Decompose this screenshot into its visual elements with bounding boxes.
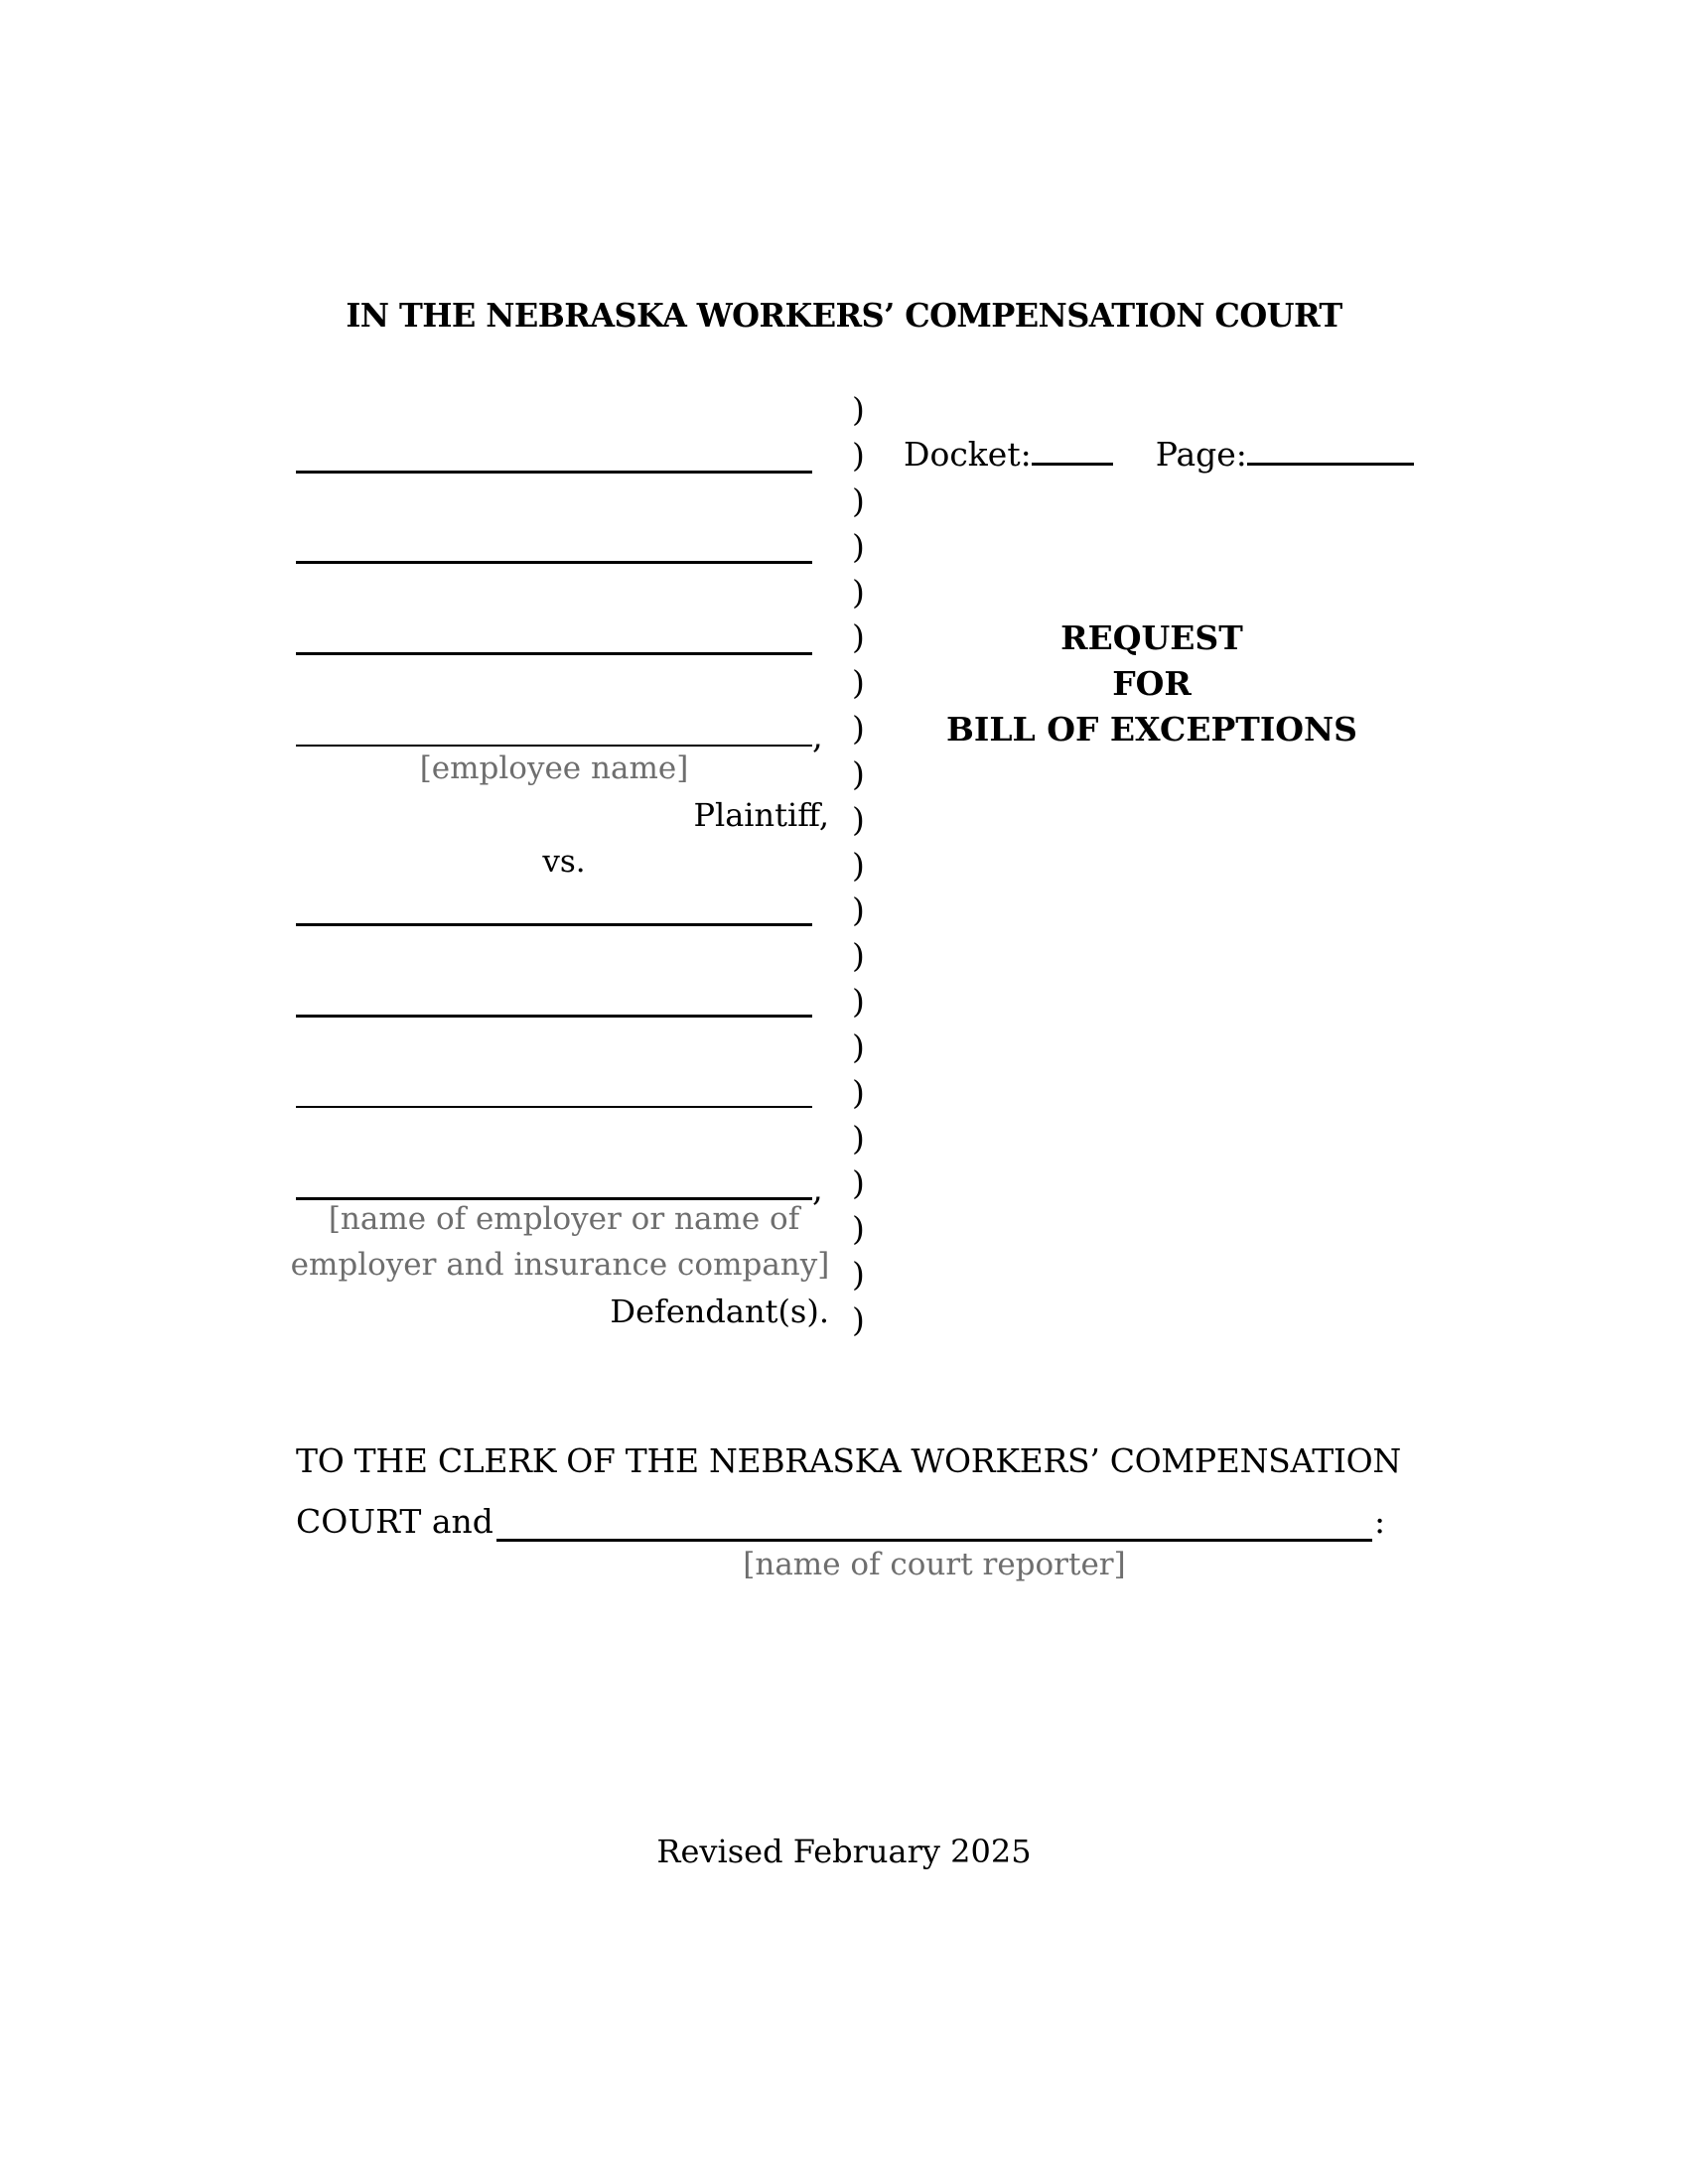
plaintiff-name-line-1[interactable] — [296, 471, 812, 474]
caption-paren: ) — [852, 800, 865, 839]
caption-paren: ) — [852, 890, 865, 929]
page-field[interactable] — [1247, 462, 1414, 466]
versus-label: vs. — [542, 844, 586, 880]
document-title-line-3: BILL OF EXCEPTIONS — [945, 710, 1358, 749]
defendant-trailing-comma: , — [812, 1169, 823, 1209]
court-reporter-placeholder: [name of court reporter] — [743, 1547, 1126, 1582]
caption-paren: ) — [852, 936, 865, 975]
caption-paren: ) — [852, 1209, 865, 1248]
caption-paren: ) — [852, 1027, 865, 1066]
caption-paren: ) — [852, 436, 865, 475]
plaintiff-name-line-4[interactable] — [296, 745, 812, 747]
caption-paren: ) — [852, 527, 865, 566]
defendant-label: Defendant(s). — [610, 1293, 829, 1330]
caption-paren: ) — [852, 1300, 865, 1339]
docket-field[interactable] — [1032, 462, 1113, 466]
caption-paren: ) — [852, 1073, 865, 1112]
plaintiff-label: Plaintiff, — [693, 796, 829, 834]
page-label: Page: — [1155, 435, 1247, 474]
document-title-line-1: REQUEST — [1060, 618, 1243, 657]
caption-paren: ) — [852, 1119, 865, 1158]
caption-paren: ) — [852, 617, 865, 656]
document-title — [923, 615, 1380, 752]
caption-paren: ) — [852, 390, 865, 429]
plaintiff-name-line-3[interactable] — [296, 652, 812, 655]
caption-paren: ) — [852, 663, 865, 702]
address-line-1: TO THE CLERK OF THE NEBRASKA WORKERS’ COMPENSATION — [296, 1441, 1401, 1480]
caption-paren: ) — [852, 1255, 865, 1294]
caption-paren: ) — [852, 481, 865, 520]
employer-placeholder-line-1: [name of employer or name of — [328, 1201, 800, 1237]
docket-label: Docket: — [904, 435, 1032, 474]
defendant-name-line-1[interactable] — [296, 923, 812, 926]
defendant-name-line-3[interactable] — [296, 1106, 812, 1108]
address-line-2-colon: : — [1374, 1502, 1386, 1541]
caption-paren: ) — [852, 1163, 865, 1202]
plaintiff-name-line-2[interactable] — [296, 561, 812, 564]
document-title-line-2: FOR — [1112, 664, 1192, 703]
plaintiff-trailing-comma: , — [812, 717, 823, 756]
caption-paren: ) — [852, 754, 865, 793]
court-title: IN THE NEBRASKA WORKERS’ COMPENSATION COURT — [346, 296, 1342, 335]
caption-paren: ) — [852, 709, 865, 748]
caption-paren: ) — [852, 846, 865, 885]
defendant-name-line-4[interactable] — [296, 1197, 812, 1200]
address-line-2-prefix: COURT and — [296, 1502, 493, 1541]
revision-date: Revised February 2025 — [656, 1833, 1032, 1870]
caption-paren: ) — [852, 573, 865, 612]
caption-paren: ) — [852, 982, 865, 1021]
employee-name-placeholder: [employee name] — [419, 751, 689, 786]
docket-page-row — [904, 435, 1414, 474]
employer-placeholder-line-2: employer and insurance company] — [290, 1247, 830, 1283]
court-reporter-field[interactable] — [496, 1539, 1372, 1542]
defendant-name-line-2[interactable] — [296, 1015, 812, 1018]
